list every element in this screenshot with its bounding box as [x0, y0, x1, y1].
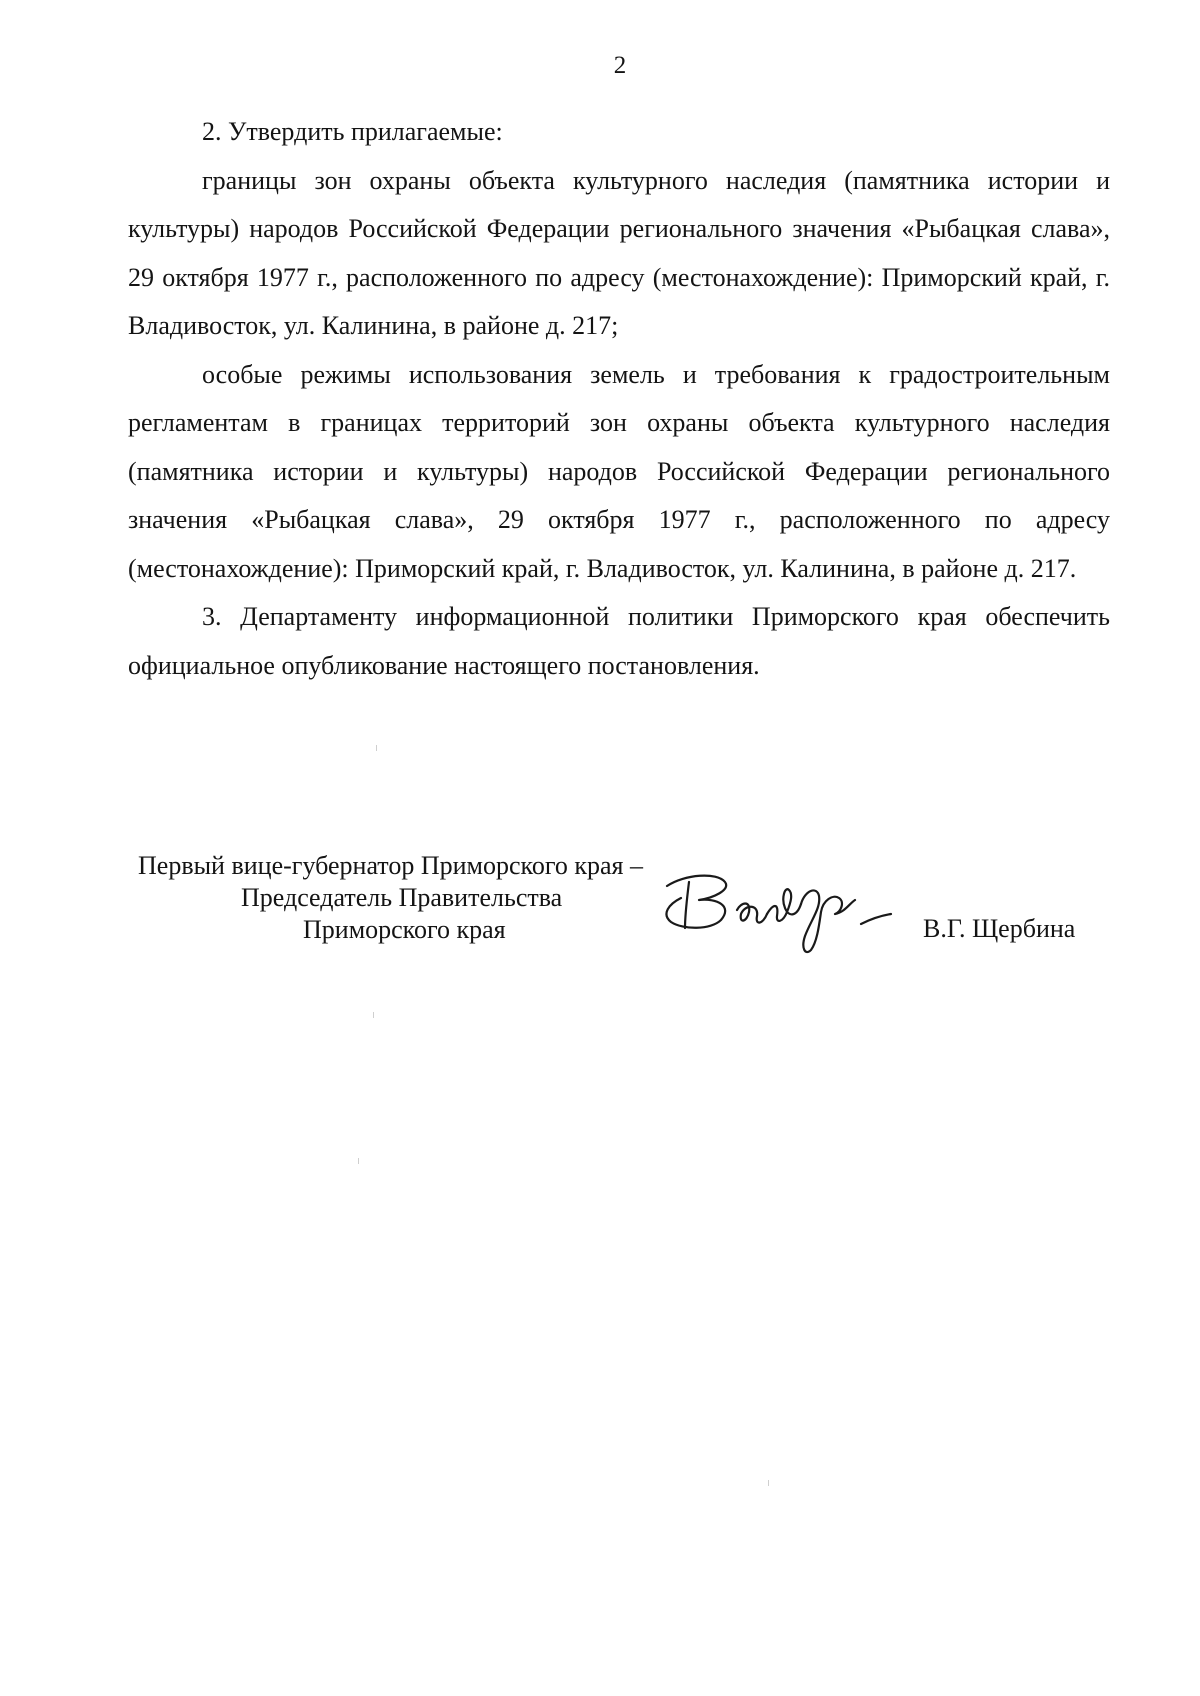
paragraph-item-3: 3. Департаменту информационной политики Приморского края обеспечить официальное опубликование настоящего постановления. — [128, 602, 1110, 680]
signatory-title-line: Первый вице-губернатор Приморского края – — [138, 851, 643, 880]
signatory-title-line: Приморского края — [303, 915, 506, 944]
scan-speck — [376, 745, 377, 751]
handwritten-signature-icon — [655, 864, 895, 964]
document-body — [128, 108, 1110, 690]
signatory-title — [138, 850, 718, 946]
paragraph-land-use-regimes: особые режимы использования земель и требования к градостроительным регламентам в границах территорий зон охраны объекта культурного наследия (памятника истории и культуры) народов Российской Федерации регионального значения «Рыбацкая слава», 29 октября 1977 г., расположенного по адресу (местонахождение): Приморский край, г. Владивосток, ул. Калинина, в районе д. 217. — [128, 359, 1110, 583]
paragraph-item-2: 2. Утвердить прилагаемые: — [202, 117, 503, 146]
signature-block — [0, 850, 1200, 970]
scan-speck — [373, 1012, 374, 1018]
scan-speck — [358, 1158, 359, 1164]
page-number: 2 — [613, 52, 627, 79]
scan-speck — [768, 1480, 769, 1486]
paragraph-zone-boundaries: границы зон охраны объекта культурного наследия (памятника истории и культуры) народов Российской Федерации регионального значения «Рыбацкая слава», 29 октября 1977 г., расположенного по адресу (местонахождение): Приморский край, г. Владивосток, ул. Калинина, в районе д. 217; — [128, 165, 1110, 340]
signatory-title-line: Председатель Правительства — [241, 883, 563, 912]
signatory-name: В.Г. Щербина — [923, 914, 1076, 943]
